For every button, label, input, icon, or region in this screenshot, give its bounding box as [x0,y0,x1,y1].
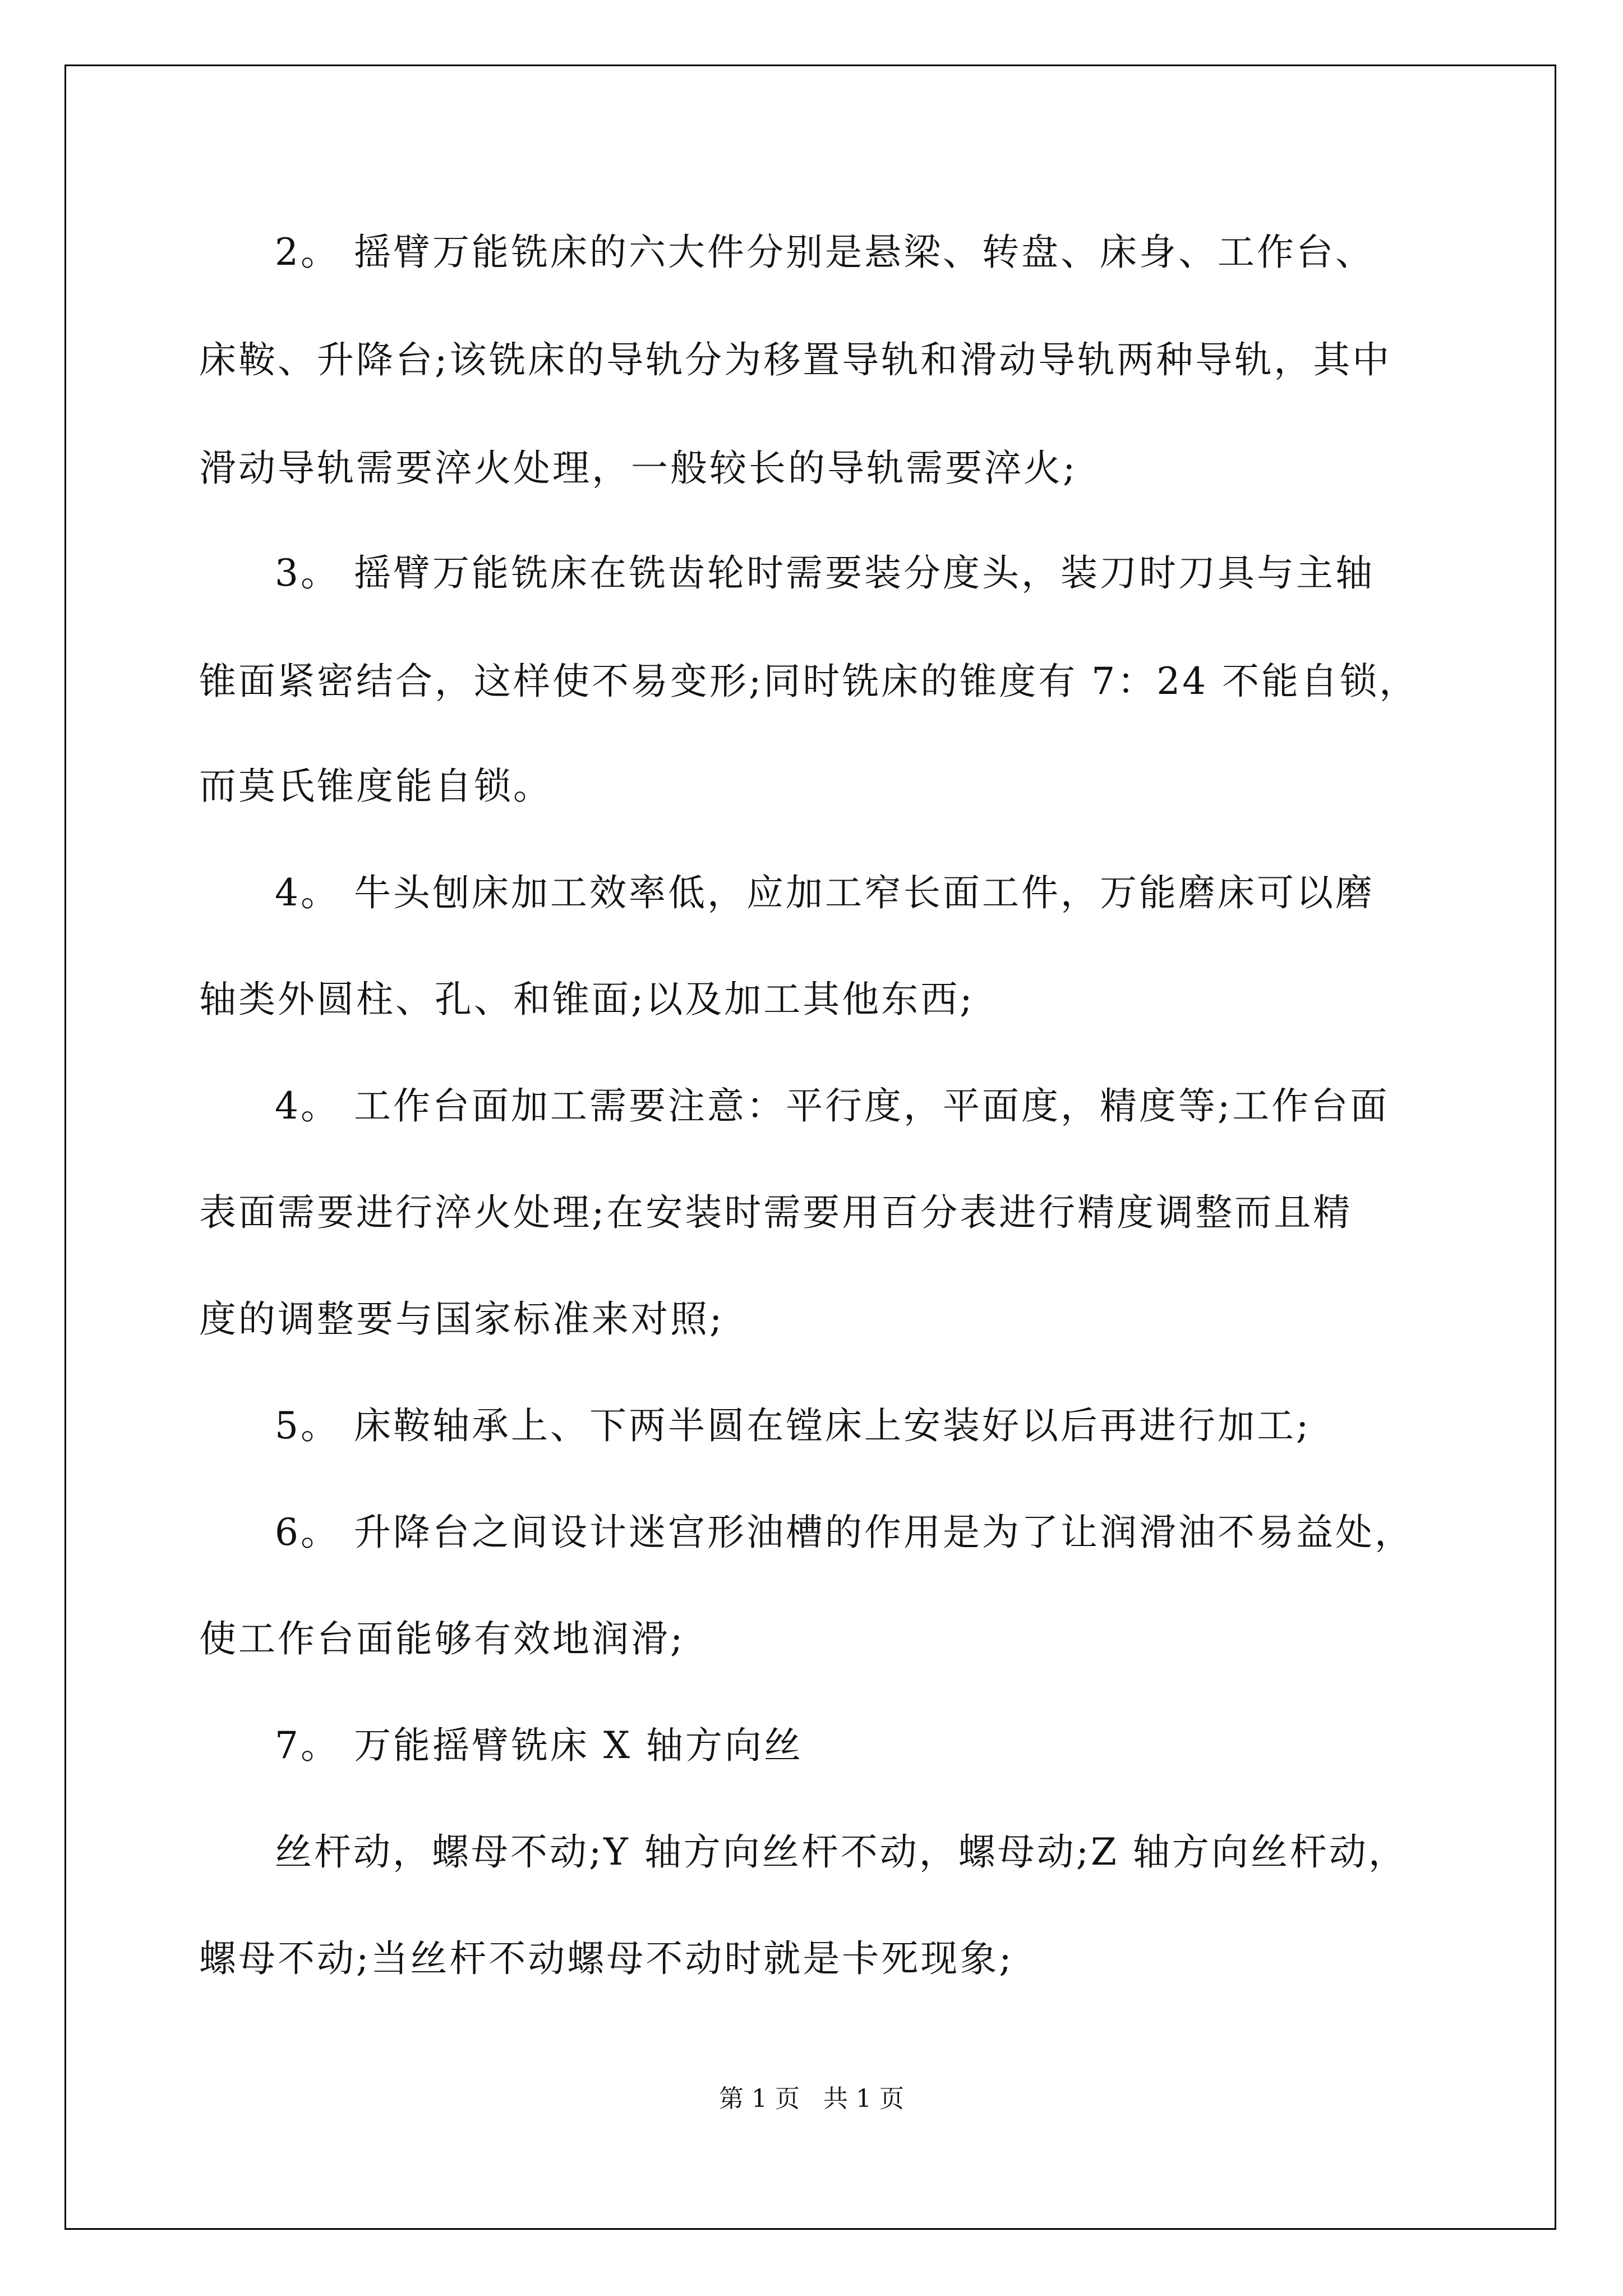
paragraph-2-line-3: 滑动导轨需要淬火处理，一般较长的导轨需要淬火; [199,447,1078,490]
paragraph-4b-line-3: 度的调整要与国家标准来对照; [199,1297,725,1341]
paragraph-6-line-2: 使工作台面能够有效地润滑; [199,1617,685,1660]
paragraph-4a-line-2: 轴类外圆柱、孔、和锥面;以及加工其他东西; [199,978,975,1021]
page-footer: 第 1 页 共 1 页 [719,2085,904,2113]
paragraph-3-line-3: 而莫氏锥度能自锁。 [199,765,552,808]
paragraph-3-line-1: 3。 摇臂万能铣床在铣齿轮时需要装分度头，装刀时刀具与主轴 [275,551,1375,595]
page-border [64,65,1556,2230]
paragraph-7-line-1: 7。 万能摇臂铣床 X 轴方向丝 [275,1724,803,1767]
paragraph-3-line-2: 锥面紧密结合，这样使不易变形;同时铣床的锥度有 7：24 不能自锁， [199,660,1419,703]
paragraph-4b-line-1: 4。 工作台面加工需要注意：平行度，平面度，精度等;工作台面 [275,1084,1390,1128]
paragraph-6-line-1: 6。 升降台之间设计迷宫形油槽的作用是为了让润滑油不易益处， [275,1511,1414,1554]
paragraph-5-line-1: 5。 床鞍轴承上、下两半圆在镗床上安装好以后再进行加工; [275,1404,1311,1447]
paragraph-2-line-1: 2。 摇臂万能铣床的六大件分别是悬梁、转盘、床身、工作台、 [275,231,1375,274]
paragraph-7-line-3: 螺母不动;当丝杆不动螺母不动时就是卡死现象; [199,1937,1014,1980]
paragraph-4a-line-1: 4。 牛头刨床加工效率低，应加工窄长面工件，万能磨床可以磨 [275,871,1375,914]
paragraph-2-line-2: 床鞍、升降台;该铣床的导轨分为移置导轨和滑动导轨两种导轨，其中 [199,338,1392,381]
paragraph-7-line-2: 丝杆动，螺母不动;Y 轴方向丝杆不动，螺母动;Z 轴方向丝杆动， [275,1830,1408,1874]
paragraph-4b-line-2: 表面需要进行淬火处理;在安装时需要用百分表进行精度调整而且精 [199,1191,1353,1234]
